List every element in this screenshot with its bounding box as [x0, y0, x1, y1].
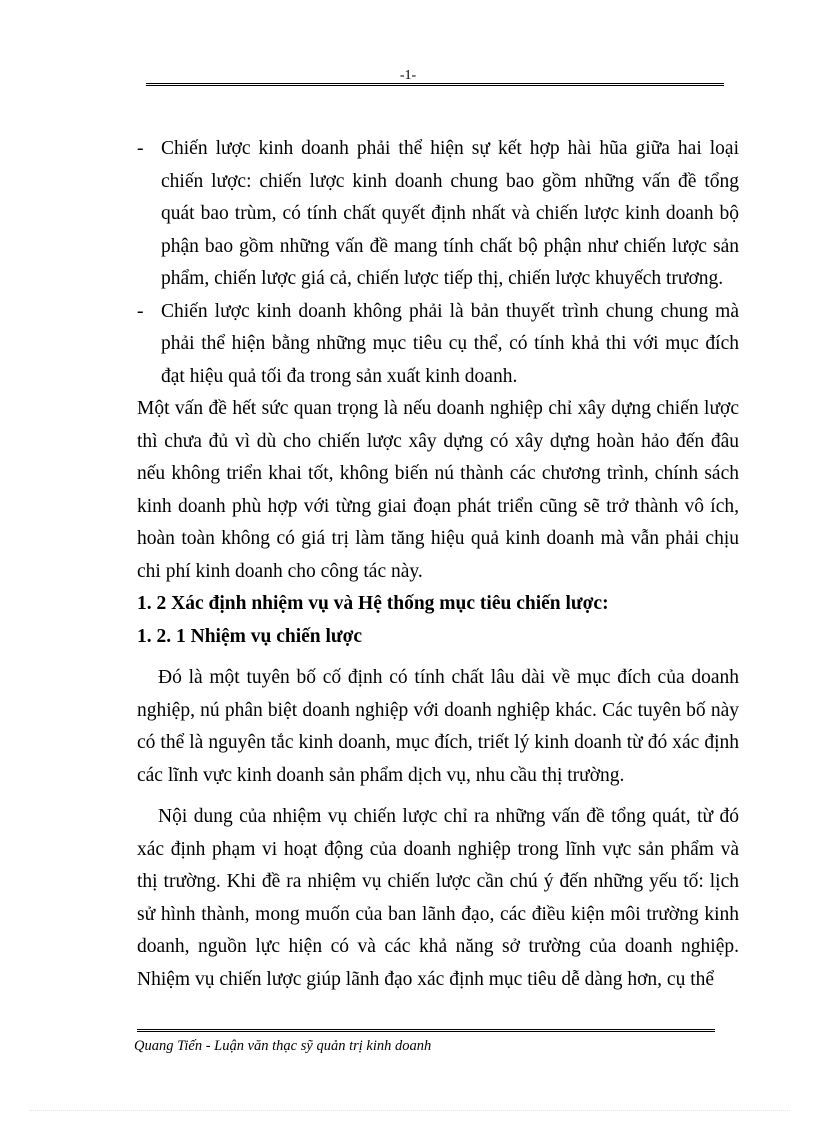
document-body	[137, 133, 739, 996]
section-heading: 1. 2 Xác định nhiệm vụ và Hệ thống mục tiêu chiến lược:	[137, 593, 609, 614]
page-number: -1-	[399, 68, 417, 83]
footer-text: Quang Tiến - Luận văn thạc sỹ quản trị kinh doanh	[134, 1038, 432, 1054]
page-bottom-edge	[30, 1110, 790, 1111]
bullet-text: Chiến lược kinh doanh không phải là bản thuyết trình chung chung mà phải thể hiện bằng những mục tiêu cụ thể, có tính khả thi với mục đích đạt hiệu quả tối đa trong sản xuất kinh doanh.	[161, 300, 739, 387]
bullet-item	[137, 296, 739, 394]
body-paragraph: Đó là một tuyên bố cố định có tính chất lâu dài về mục đích của doanh nghiệp, nú phân biệt doanh nghiệp với doanh nghiệp khác. Các tuyên bố này có thể là nguyên tắc kinh doanh, mục đích, triết lý kinh doanh từ đó xác định các lĩnh vực kinh doanh sản phẩm dịch vụ, nhu cầu thị trường.	[137, 667, 739, 786]
bullet-dash: -	[137, 138, 144, 159]
header-rule	[146, 83, 724, 86]
intro-paragraph: Một vấn đề hết sức quan trọng là nếu doanh nghiệp chỉ xây dựng chiến lược thì chưa đủ vì dù cho chiến lược xây dựng có xây dựng hoàn hảo đến đâu nếu không triển khai tốt, không biến nú thành các chương trình, chính sách kinh doanh phù hợp với từng giai đoạn phát triển cũng sẽ trở thành vô ích, hoàn toàn không có giá trị làm tăng hiệu quả kinh doanh mà vẫn phải chịu chi phí kinh doanh cho công tác này.	[137, 398, 739, 582]
body-paragraph: Nội dung của nhiệm vụ chiến lược chỉ ra những vấn đề tổng quát, từ đó xác định phạm vi hoạt động của doanh nghiệp trong lĩnh vực sản phẩm và thị trường. Khi đề ra nhiệm vụ chiến lược cần chú ý đến những yếu tố: lịch sử hình thành, mong muốn của ban lãnh đạo, các điều kiện môi trường kinh doanh, nguồn lực hiện có và các khả năng sở trường của doanh nghiệp. Nhiệm vụ chiến lược giúp lãnh đạo xác định mục tiêu dễ dàng hơn, cụ thể	[137, 806, 739, 990]
bullet-text: Chiến lược kinh doanh phải thể hiện sự kết hợp hài hũa giữa hai loại chiến lược: chiến lược kinh doanh chung bao gồm những vấn đề tổng quát bao trùm, có tính chất quyết định nhất và chiến lược kinh doanh bộ phận bao gồm những vấn đề mang tính chất bộ phận như chiến lược sản phẩm, chiến lược giá cả, chiến lược tiếp thị, chiến lược khuyếch trương.	[161, 138, 739, 289]
bullet-dash: -	[137, 300, 144, 322]
footer-rule	[137, 1029, 715, 1032]
bullet-item	[137, 133, 739, 296]
subsection-heading: 1. 2. 1 Nhiệm vụ chiến lược	[137, 625, 363, 647]
